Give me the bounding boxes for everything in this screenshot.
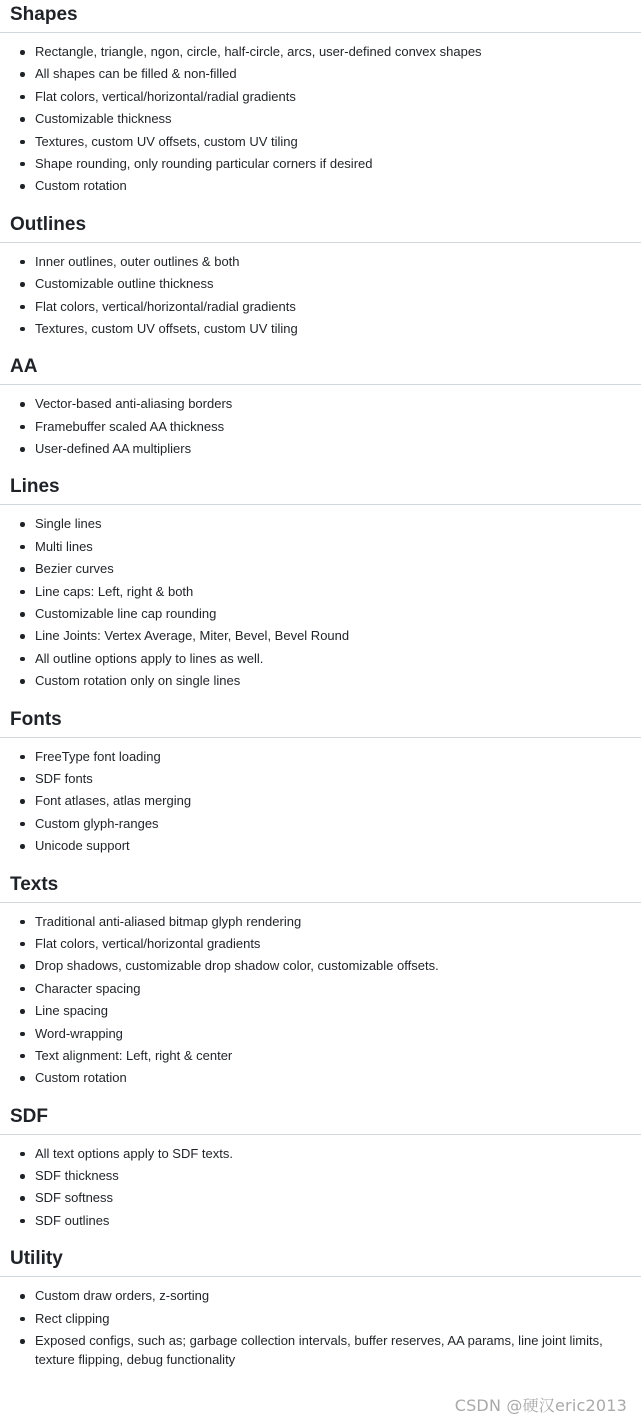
list-item: All text options apply to SDF texts. [0,1145,641,1164]
list-item: Line caps: Left, right & both [0,583,641,602]
feature-list [0,1135,641,1245]
bullet-icon [20,402,25,407]
bullet-icon [20,755,25,760]
feature-list [0,738,641,870]
bullet-icon [20,50,25,55]
bullet-icon [20,140,25,145]
list-item: Text alignment: Left, right & center [0,1047,641,1066]
bullet-icon [20,987,25,992]
feature-list [0,1277,641,1383]
bullet-icon [20,305,25,310]
section-heading: Utility [0,1244,641,1277]
list-item: Customizable outline thickness [0,275,641,294]
bullet-icon [20,612,25,617]
list-item: FreeType font loading [0,748,641,767]
list-item: Multi lines [0,538,641,557]
section-heading: Shapes [0,0,641,33]
bullet-icon [20,822,25,827]
section-sdf [0,1102,641,1245]
bullet-icon [20,545,25,550]
list-item: SDF thickness [0,1167,641,1186]
bullet-icon [20,942,25,947]
bullet-icon [20,1317,25,1322]
bullet-icon [20,162,25,167]
bullet-icon [20,1152,25,1157]
list-item: SDF fonts [0,770,641,789]
list-item: Textures, custom UV offsets, custom UV tiling [0,133,641,152]
section-heading: SDF [0,1102,641,1135]
bullet-icon [20,1196,25,1201]
list-item: Font atlases, atlas merging [0,792,641,811]
list-item: Flat colors, vertical/horizontal/radial gradients [0,88,641,107]
bullet-icon [20,964,25,969]
bullet-icon [20,95,25,100]
feature-list [0,385,641,472]
section-heading: Fonts [0,705,641,738]
section-shapes [0,0,641,210]
bullet-icon [20,260,25,265]
bullet-icon [20,1174,25,1179]
section-outlines [0,210,641,353]
bullet-icon [20,184,25,189]
bullet-icon [20,920,25,925]
section-heading: AA [0,352,641,385]
list-item: Custom rotation only on single lines [0,672,641,691]
list-item: Unicode support [0,837,641,856]
bullet-icon [20,522,25,527]
bullet-icon [20,425,25,430]
bullet-icon [20,327,25,332]
bullet-icon [20,117,25,122]
watermark-text: CSDN @硬汉eric2013 [454,1396,627,1415]
feature-list [0,243,641,353]
bullet-icon [20,799,25,804]
list-item: All outline options apply to lines as well. [0,650,641,669]
bullet-icon [20,1032,25,1037]
section-texts [0,870,641,1102]
list-item: Drop shadows, customizable drop shadow color, customizable offsets. [0,957,641,976]
bullet-icon [20,72,25,77]
section-lines [0,472,641,704]
list-item: Line Joints: Vertex Average, Miter, Bevel, Bevel Round [0,627,641,646]
list-item: All shapes can be filled & non-filled [0,65,641,84]
bullet-icon [20,1219,25,1224]
section-aa [0,352,641,472]
section-fonts [0,705,641,870]
list-item: SDF outlines [0,1212,641,1231]
list-item: Vector-based anti-aliasing borders [0,395,641,414]
section-utility [0,1244,641,1383]
list-item: Word-wrapping [0,1025,641,1044]
bullet-icon [20,657,25,662]
bullet-icon [20,1294,25,1299]
bullet-icon [20,1054,25,1059]
list-item: Inner outlines, outer outlines & both [0,253,641,272]
bullet-icon [20,634,25,639]
list-item: Custom draw orders, z-sorting [0,1287,641,1306]
bullet-icon [20,1076,25,1081]
list-item: Exposed configs, such as; garbage collection intervals, buffer reserves, AA params, line joint limits, texture flipping, debug functionality [0,1332,641,1369]
bullet-icon [20,777,25,782]
list-item: SDF softness [0,1189,641,1208]
list-item: Bezier curves [0,560,641,579]
bullet-icon [20,590,25,595]
list-item: Customizable thickness [0,110,641,129]
bullet-icon [20,447,25,452]
list-item: Shape rounding, only rounding particular corners if desired [0,155,641,174]
section-heading: Outlines [0,210,641,243]
list-item: Framebuffer scaled AA thickness [0,418,641,437]
list-item: Character spacing [0,980,641,999]
feature-list [0,33,641,210]
list-item: Flat colors, vertical/horizontal gradients [0,935,641,954]
bullet-icon [20,1009,25,1014]
list-item: Traditional anti-aliased bitmap glyph rendering [0,913,641,932]
bullet-icon [20,282,25,287]
bullet-icon [20,844,25,849]
list-item: Single lines [0,515,641,534]
section-heading: Texts [0,870,641,903]
list-item: Custom rotation [0,1069,641,1088]
bullet-icon [20,679,25,684]
section-heading: Lines [0,472,641,505]
bullet-icon [20,1339,25,1344]
list-item: Rect clipping [0,1310,641,1329]
list-item: Textures, custom UV offsets, custom UV tiling [0,320,641,339]
list-item: Rectangle, triangle, ngon, circle, half-circle, arcs, user-defined convex shapes [0,43,641,62]
list-item: User-defined AA multipliers [0,440,641,459]
list-item: Custom glyph-ranges [0,815,641,834]
bullet-icon [20,567,25,572]
feature-list [0,505,641,704]
list-item: Flat colors, vertical/horizontal/radial gradients [0,298,641,317]
feature-list [0,903,641,1102]
list-item: Customizable line cap rounding [0,605,641,624]
list-item: Custom rotation [0,177,641,196]
list-item: Line spacing [0,1002,641,1021]
